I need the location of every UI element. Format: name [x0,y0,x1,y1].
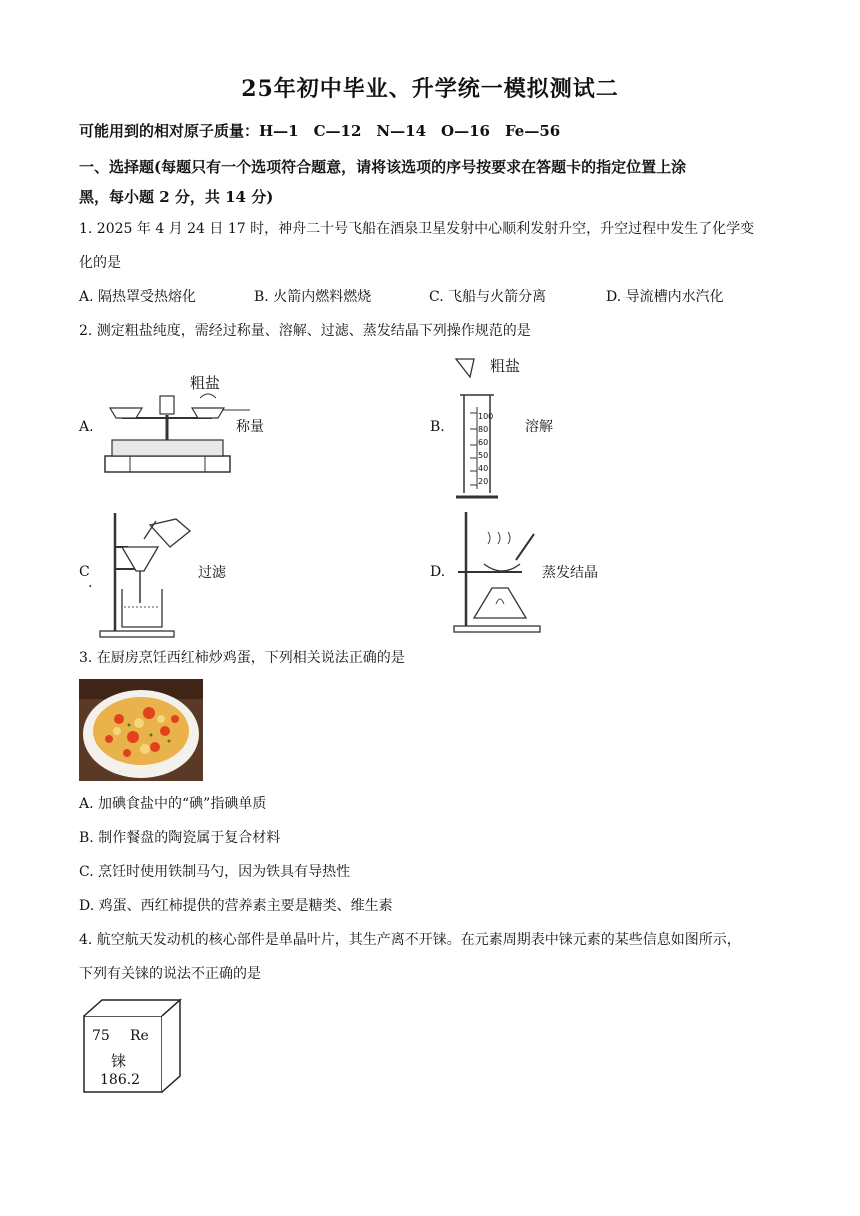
q3-option-b: B. 制作餐盘的陶瓷属于复合材料 [79,830,281,846]
tick-label: 60 [478,438,489,447]
tomato-egg-photo [79,679,203,781]
q3-option-c: C. 烹饪时使用铁制马勺，因为铁具有导热性 [79,864,351,880]
q3-stem: 3. 在厨房烹饪西红柿炒鸡蛋，下列相关说法正确的是 [79,650,405,666]
q1-stem-line2: 化的是 [79,255,121,271]
q2-option-a-label: A. [79,419,94,435]
q2-option-c-caption: 过滤 [198,565,226,581]
q1-option-a: A. 隔热罩受热熔化 [79,289,197,305]
cylinder-salt-label: 粗盐 [490,357,521,375]
cylinder-tick-labels [478,410,493,488]
filtration-illustration [98,503,198,639]
q2-option-d-label: D. [430,564,446,580]
q3-option-a: A. 加碘食盐中的“碘”指碘单质 [79,796,267,812]
atomic-masses: 可能用到的相对原子质量：H—1 C—12 N—14 O—16 Fe—56 [79,122,561,140]
section-heading-line2: 黑，每小题 2 分，共 14 分) [79,188,274,206]
element-name: 铼 [111,1052,127,1070]
q1-option-c: C. 飞船与火箭分离 [429,289,547,305]
q3-option-d: D. 鸡蛋、西红柿提供的营养素主要是糖类、维生素 [79,898,393,914]
q1-stem-line1: 1. 2025 年 4 月 24 日 17 时，神舟二十号飞船在酒泉卫星发射中心顺利发射升空，升空过程中发生了化学变 [79,221,755,237]
element-symbol: Re [130,1028,149,1044]
section-heading-line1: 一、选择题(每题只有一个选项符合题意，请将该选项的序号按要求在答题卡的指定位置上涂 [79,158,687,176]
tick-label: 20 [478,477,489,486]
q2-option-c-dot: . [88,575,93,591]
tick-label: 50 [478,451,489,460]
element-mass: 186.2 [100,1072,141,1088]
q2-option-c-label: C [79,564,90,580]
page-title: 25年初中毕业、升学统一模拟测试二 [241,76,619,102]
q2-option-a-caption: 称量 [236,419,264,435]
evaporation-illustration [450,508,542,636]
q2-option-b-caption: 溶解 [525,419,553,435]
tick-label: 40 [478,464,489,473]
tick-label: 100 [478,412,494,421]
q1-option-b: B. 火箭内燃料燃烧 [254,289,372,305]
q4-stem-line2: 下列有关铼的说法不正确的是 [79,966,261,982]
element-number: 75 [92,1028,110,1044]
q1-option-d: D. 导流槽内水汽化 [606,289,724,305]
balance-salt-label: 粗盐 [190,374,221,392]
q2-option-d-caption: 蒸发结晶 [542,565,598,581]
tick-label: 80 [478,425,489,434]
q2-option-b-label: B. [430,419,445,435]
q2-stem: 2. 测定粗盐纯度，需经过称量、溶解、过滤、蒸发结晶下列操作规范的是 [79,323,531,339]
q4-stem-line1: 4. 航空航天发动机的核心部件是单晶叶片，其生产离不开铼。在元素周期表中铼元素的某些信息如图所示， [79,932,741,948]
